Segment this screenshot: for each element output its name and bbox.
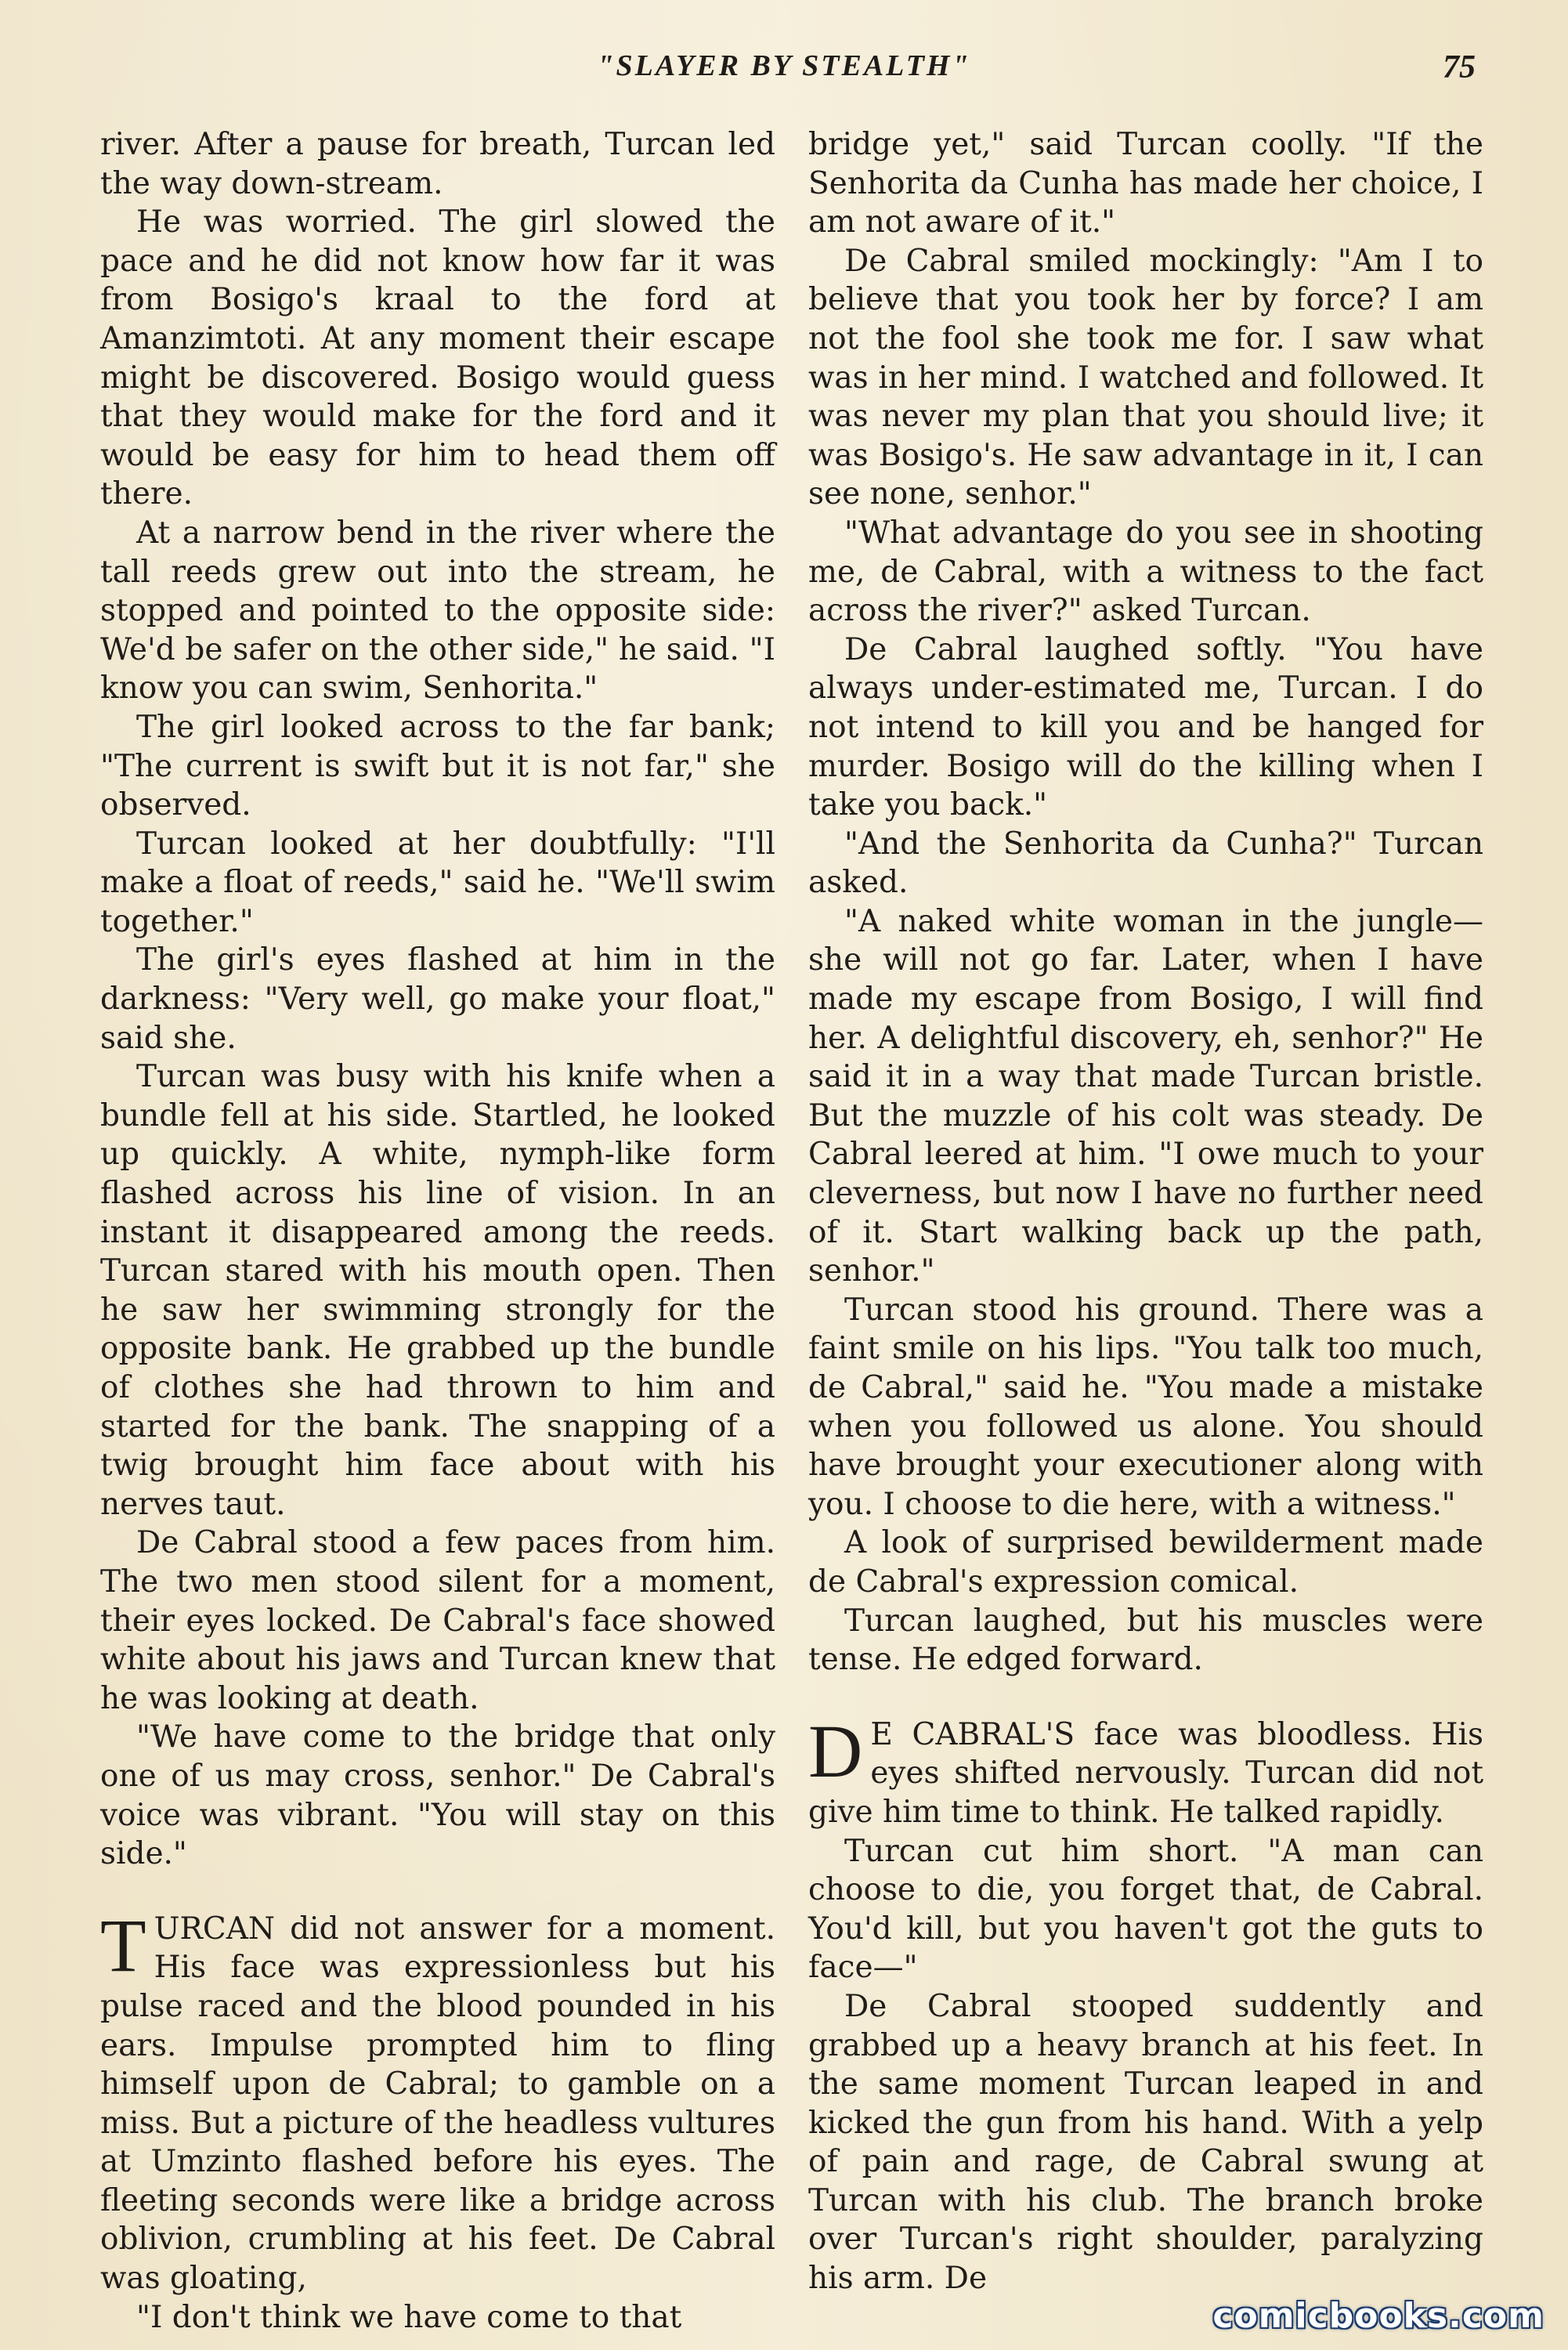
- paragraph: The girl looked across to the far bank; "The current is swift but it is not far," she observed.: [100, 709, 775, 823]
- running-title: "SLAYER BY STEALTH": [597, 49, 971, 82]
- section-paragraph: [100, 1903, 775, 2298]
- page-header: [0, 49, 1568, 96]
- paragraph: "And the Senhorita da Cunha?" Turcan asked.: [808, 826, 1483, 901]
- paragraph: De Cabral stooped suddently and grabbed up a heavy branch at his feet. In the same moment Turcan leaped in and kicked the gun from his hand. With a yelp of pain and rage, de Cabral swung at Turcan with his club. The branch broke over Turcan's right shoulder, paralyzing his arm. De: [808, 1988, 1483, 2297]
- paragraph: De Cabral stood a few paces from him. The two men stood silent for a moment, their eyes locked. De Cabral's face showed white about his jaws and Turcan knew that he was looking at death.: [100, 1525, 775, 1716]
- page-number: 75: [1443, 49, 1476, 85]
- paragraph-text: URCAN did not answer for a moment. His face was expressionless but his pulse raced and the blood pounded in his ears. Impulse prompted him to fling himself upon de Cabral; to gamble on a miss. But a picture of the headless vultures at Umzinto flashed before his eyes. The fleeting seconds were like a bridge across oblivion, crumbling at his feet. De Cabral was gloating,: [100, 1911, 775, 2297]
- paragraph: Turcan cut him short. "A man can choose to die, you forget that, de Cabral. You'd kill, but you haven't got the guts to face—": [808, 1833, 1483, 1986]
- paragraph: He was worried. The girl slowed the pace and he did not know how far it was from Bosigo's kraal to the ford at Amanzimtoti. At any moment their escape might be discovered. Bosigo would guess that they would make for the ford and it would be easy for him to head them off there.: [100, 204, 775, 512]
- paragraph: The girl's eyes flashed at him in the darkness: "Very well, go make your float," said she.: [100, 942, 775, 1056]
- paragraph: Turcan laughed, but his muscles were tense. He edged forward.: [808, 1603, 1483, 1678]
- section-paragraph: [808, 1708, 1483, 1832]
- drop-cap: T: [100, 1903, 146, 1987]
- paragraph: "I don't think we have come to that: [136, 2299, 682, 2335]
- watermark-logo: comicbooks.com: [1212, 2296, 1545, 2336]
- paragraph: "We have come to the bridge that only one of us may cross, senhor." De Cabral's voice was vibrant. "You will stay on this side.": [100, 1719, 775, 1872]
- paragraph: At a narrow bend in the river where the tall reeds grew out into the stream, he stopped and pointed to the opposite side: We'd be safer on the other side," he said. "I know you can swim, Senhorita.": [100, 515, 775, 707]
- paragraph: Turcan looked at her doubtfully: "I'll make a float of reeds," said he. "We'll swim together.": [100, 826, 775, 939]
- drop-cap: D: [808, 1708, 863, 1793]
- left-column: [100, 125, 775, 2335]
- paragraph: De Cabral smiled mockingly: "Am I to believe that you took her by force? I am not the fool she took me for. I saw what was in her mind. I watched and followed. It was never my plan that you should live; it was Bosigo's. He saw advantage in it, I can see none, senhor.": [808, 243, 1483, 512]
- paragraph: A look of surprised bewilderment made de Cabral's expression comical.: [808, 1525, 1483, 1600]
- paragraph: "A naked white woman in the jungle— she will not go far. Later, when I have made my escape from Bosigo, I will find her. A delightful discovery, eh, senhor?" He said it in a way that made Turcan bristle. But the muzzle of his colt was steady. De Cabral leered at him. "I owe much to your cleverness, but now I have no further need of it. Start walking back up the path, senhor.": [808, 903, 1483, 1289]
- right-column: [808, 125, 1483, 2295]
- paragraph: Turcan was busy with his knife when a bundle fell at his side. Startled, he looked up quickly. A white, nymph-like form flashed across his line of vision. In an instant it disappeared among the reeds. Turcan stared with his mouth open. Then he saw her swimming strongly for the opposite bank. He grabbed up the bundle of clothes she had thrown to him and started for the bank. The snapping of a twig brought him face about with his nerves taut.: [100, 1059, 775, 1522]
- paragraph: De Cabral laughed softly. "You have always under-estimated me, Turcan. I do not intend to kill you and be hanged for murder. Bosigo will do the killing when I take you back.": [808, 631, 1483, 823]
- paragraph: Turcan stood his ground. There was a faint smile on his lips. "You talk too much, de Cabral," said he. "You made a mistake when you followed us alone. You should have brought your executioner along with you. I choose to die here, with a witness.": [808, 1292, 1483, 1522]
- paragraph-text: E CABRAL'S face was bloodless. His eyes shifted nervously. Turcan did not give him time to think. He talked rapidly.: [808, 1716, 1483, 1830]
- paragraph: river. After a pause for breath, Turcan led the way down-stream.: [100, 127, 775, 201]
- paragraph: bridge yet," said Turcan coolly. "If the Senhorita da Cunha has made her choice, I am not aware of it.": [808, 127, 1483, 240]
- paragraph: "What advantage do you see in shooting me, de Cabral, with a witness to the fact across the river?" asked Turcan.: [808, 515, 1483, 629]
